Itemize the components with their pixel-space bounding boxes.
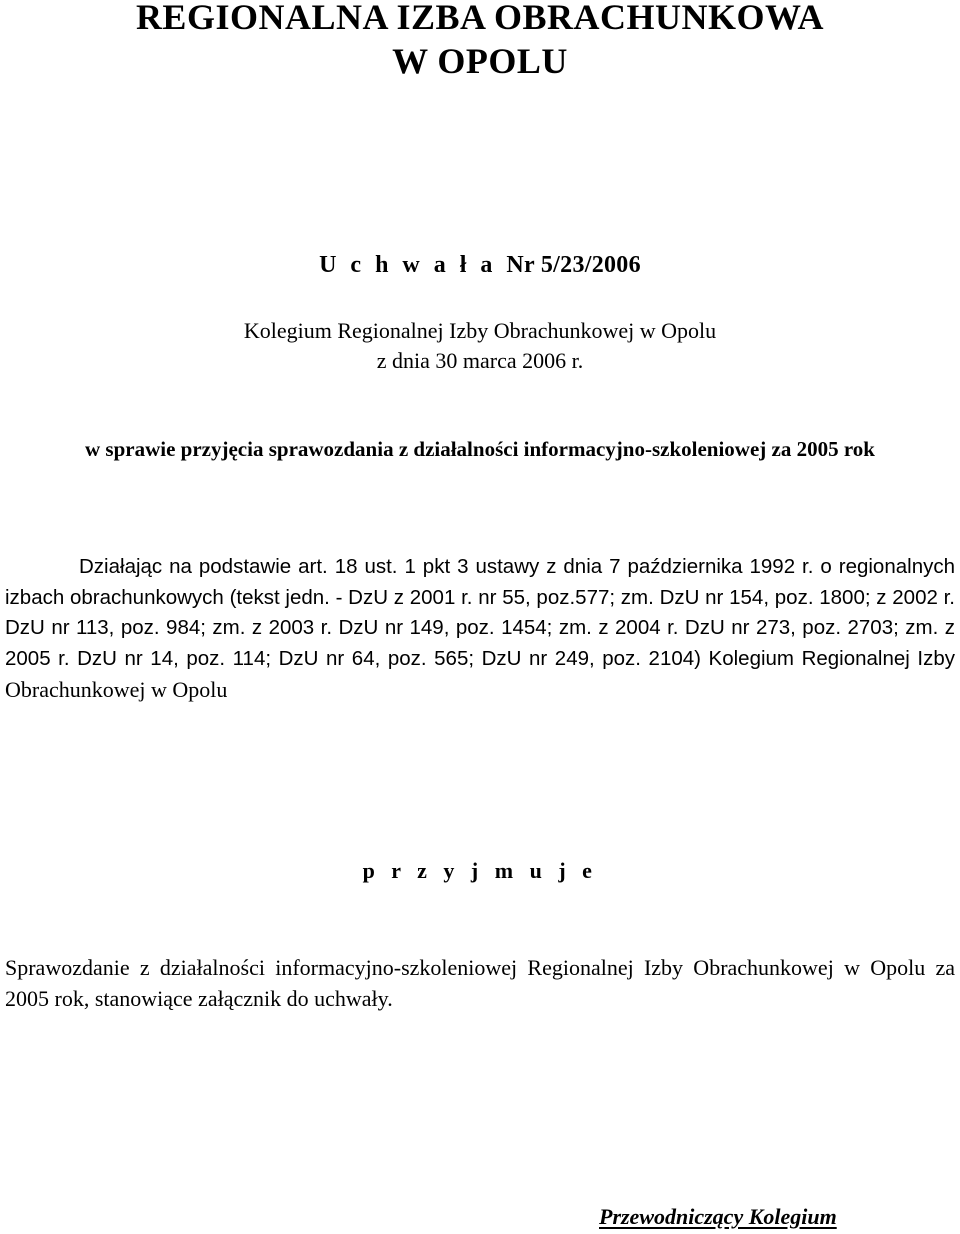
resolution-subject: w sprawie przyjęcia sprawozdania z działalności informacyjno-szkoleniowej za 2005 rok [85, 437, 875, 461]
resolution-title [0, 252, 960, 279]
institution-city: W OPOLU [392, 41, 568, 81]
resolution-number: Nr 5/23/2006 [506, 252, 641, 278]
college-name: Kolegium Regionalnej Izby Obrachunkowej w Opolu [243, 318, 717, 343]
report-paragraph: Sprawozdanie z działalności informacyjno-szkoleniowej Regionalnej Izby Obrachunkowej w Opolu za 2005 rok, stanowiące załącznik do uchwały. [5, 955, 955, 1011]
decision-verb: p r z y j m u j e [362, 858, 598, 883]
legal-basis-text: Działając na podstawie art. 18 ust. 1 pkt 3 ustawy z dnia 7 października 1992 r. o regionalnych izbach obrachunkowych (tekst jedn. - DzU z 2001 r. nr 55, poz.577; zm. DzU nr 154, poz. 1800; z 2002 r. DzU nr 113, poz. 984; zm. z 2003 r. DzU nr 149, poz. 1454; zm. z 2004 r. DzU nr 273, poz. 2703; zm. z 2005 r. DzU nr 14, poz. 114; DzU nr 64, poz. 565; DzU nr 249, poz. 2104) Kolegium Regionalnej Izby [5, 555, 955, 671]
signature-chairman: Przewodniczący Kolegium [599, 1204, 837, 1229]
legal-basis-tail: Obrachunkowej w Opolu [5, 676, 228, 702]
legal-basis-paragraph [5, 552, 955, 707]
institution-name: REGIONALNA IZBA OBRACHUNKOWA [135, 0, 825, 37]
resolution-label: U c h w a ł a [319, 252, 497, 278]
resolution-date: z dnia 30 marca 2006 r. [376, 348, 584, 373]
